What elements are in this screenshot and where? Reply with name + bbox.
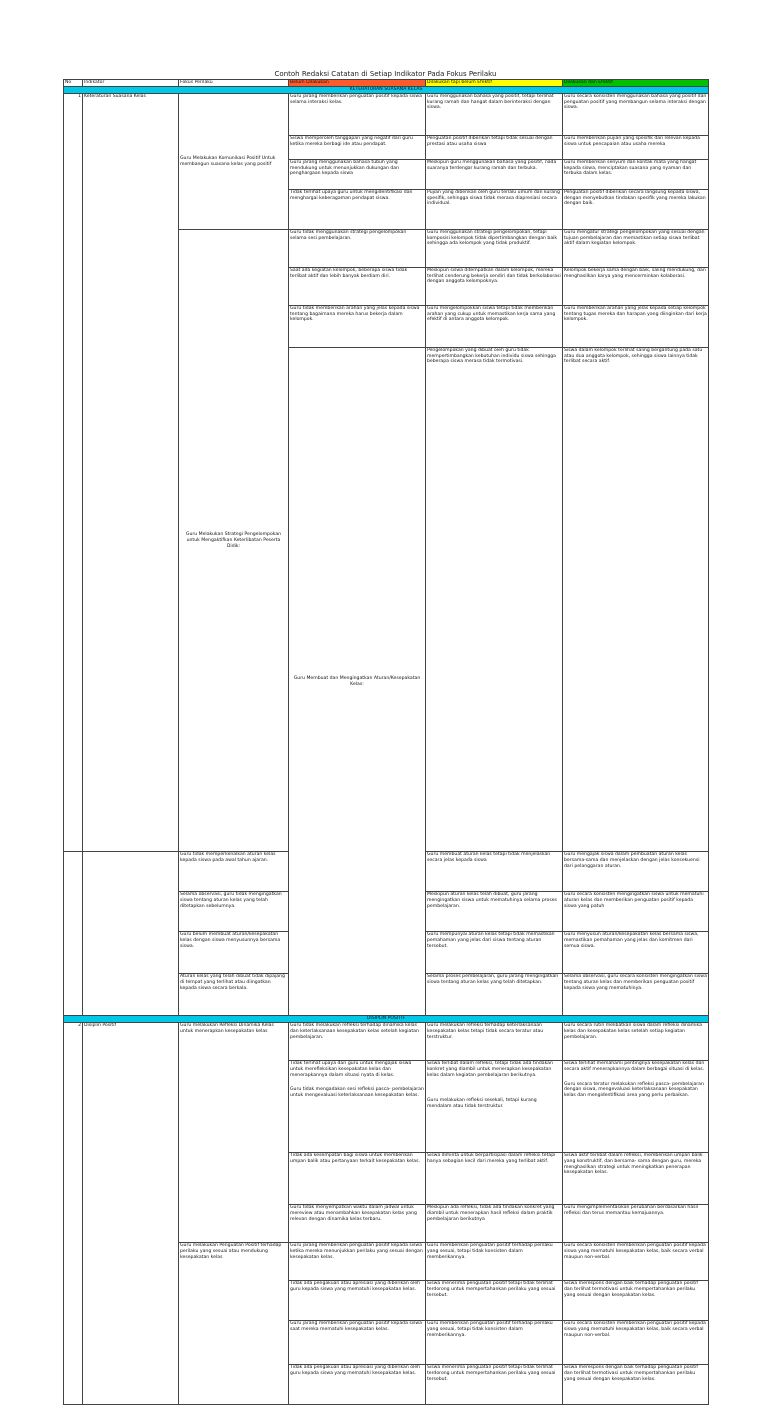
indicator-name: Disiplin Positif <box>83 1023 179 1405</box>
cell-efektif: Siswa merespons dengan baik terhadap penguatan positif dan terlihat termotivasi untuk mempertahankan perilaku yang sesuai dengan kesepakatan kelas. <box>563 1365 709 1405</box>
header-belum: Belum Dilakukan <box>289 80 426 87</box>
cell-tapi: Siswa diminta untuk berpartisipasi dalam refleksi tetapi hanya sebagian kecil dari mereka yang terlibat aktif. <box>426 1153 563 1205</box>
section-row <box>64 87 709 94</box>
cell-belum: Siswa memperoleh tanggapan yang negatif dari guru ketika mereka berbagi ide atau pendapat. <box>289 136 426 160</box>
cell-tapi: Guru mengelompokkan siswa tetapi tidak memberikan arahan yang cukup untuk memastikan kerja sama yang efektif di antara anggota kelompok. <box>426 306 563 348</box>
cell-efektif-part: Siswa terlihat memahami pentingnya kesepakatan kelas dan secara aktif menerapkannya dalam berbagai situasi di kelas. <box>564 1061 705 1073</box>
cell-belum: Tidak terlihat upaya guru untuk mengidentifikasi dan menghargai keberagaman pendapat siswa. <box>289 190 426 230</box>
cell-efektif-part: Guru secara teratur melakukan refleksi pasca- pembelajaran dengan siswa, mengevaluasi keterlaksanaan kesepakatan kelas dan mengidentifikasi area yang perlu perbaikan. <box>564 1081 704 1098</box>
cell-tapi <box>426 1061 563 1153</box>
indicator-no: 1 <box>64 94 83 852</box>
header-no: No <box>64 80 83 87</box>
cell-belum: Guru tidak memperkenalkan aturan kelas kepada siswa pada awal tahun ajaran. <box>179 852 289 892</box>
header-efektif: Dilakukan dan Efektif <box>563 80 709 87</box>
cell-tapi: Guru membuat aturan kelas tetapi tidak menjelaskan secara jelas kepada siswa <box>426 852 563 892</box>
cell-belum: Pengelompokan yang dibuat oleh guru tidak mempertimbangkan kebutuhan individu siswa sehingga beberapa siswa merasa tidak termotivasi. <box>426 348 563 852</box>
cell-efektif: Guru secara konsisten memberikan penguatan positif kepada siswa yang mematuhi kesepakatan kelas, baik secara verbal maupun non-verbal. <box>563 1243 709 1281</box>
cell-efektif: Guru secara konsisten mengingatkan siswa untuk mematuhi aturan kelas dan memberikan penguatan positif kepada siswa yang patuh <box>563 892 709 932</box>
cell-belum <box>289 1061 426 1153</box>
cell-belum: Aturan kelas yang telah dibuat tidak dipajang di tempat yang terlihat atau diingatkan kepada siswa secara berkala. <box>179 974 289 1016</box>
header-tapi: Dilakukan tapi belum Efektif <box>426 80 563 87</box>
cell-efektif: Guru mengajak siswa dalam pembuatan aturan kelas bersama-sama dan menjelaskan dengan jelas konsekuensi dari pelanggaran aturan. <box>563 852 709 892</box>
indicator-no: 2 <box>64 1023 83 1405</box>
section-row <box>64 1016 709 1023</box>
cell-belum: Guru tidak memberikan arahan yang jelas kepada siswa tentang bagaimana mereka harus bekerja dalam kelompok. <box>289 306 426 348</box>
cell-efektif: Guru memberikan pujian yang spesifik dan relevan kepada siswa untuk pencapaian atau usaha mereka <box>563 136 709 160</box>
cell-efektif: Guru secara konsisten memberikan penguatan positif kepada siswa yang mematuhi kesepakatan kelas, baik secara verbal maupun non-verbal. <box>563 1321 709 1365</box>
cell-belum-part: Tidak terlihat upaya dari guru untuk mengajak siswa untuk merefleksikan kesepakatan kelas dan menerapkannya dalam situasi nyata di kelas. <box>290 1061 412 1078</box>
indicator-empty <box>83 852 179 1016</box>
cell-tapi: Meskipun guru menggunakan bahasa yang positif, nada suaranya terdengar kurang ramah dan terbuka. <box>426 160 563 190</box>
document-page <box>63 70 708 1405</box>
cell-tapi: Guru memberikan penguatan positif terhadap perilaku yang sesuai, tetapi tidak konsisten dalam memberikannya. <box>426 1321 563 1365</box>
cell-belum: Guru jarang memberikan penguatan positif kepada siswa saat mereka mematuhi kesepakatan kelas. <box>289 1321 426 1365</box>
cell-efektif: Guru memberikan arahan yang jelas kepada setiap kelompok tentang tugas mereka dan harapan yang diinginkan dari kerja kelompok. <box>563 306 709 348</box>
cell-efektif: Siswa aktif terlibat dalam refleksi, memberikan umpan balik yang konstruktif, dan bersama- sama dengan guru, mereka menghasilkan strategi untuk meningkatkan penerapan kesepakatan kelas. <box>563 1153 709 1205</box>
cell-efektif: Guru mengimplementasikan perubahan berdasarkan hasil refleksi dan terus memantau kemajuannya. <box>563 1205 709 1243</box>
cell-tapi: Guru menggunakan strategi pengelompokan, tetapi komposisi kelompok tidak dipertimbangkan dengan baik sehingga ada kelompok yang tidak produktif. <box>426 230 563 268</box>
focus-cell: Guru Membuat dan Mengingatkan Aturan/Kesepakatan Kelas: <box>289 348 426 1016</box>
cell-tapi: Siswa dalam kelompok terlihat saling bergantung pada satu atau dua anggota kelompok, sehingga siswa lainnya tidak terlibat secara aktif. <box>563 348 709 852</box>
indicator-empty <box>64 852 83 1016</box>
cell-efektif: Guru secara rutin melibatkan siswa dalam refleksi dinamika kelas dan kesepakatan kelas setelah setiap kegiatan pembelajaran. <box>563 1023 709 1061</box>
cell-tapi: Guru melakukan refleksi terhadap keterlaksanaan kesepakatan kelas tetapi tidak secara teratur atau terstruktur. <box>426 1023 563 1061</box>
cell-tapi: Guru menggunakan bahasa yang positif, tetapi terlihat kurang ramah dan hangat dalam berinteraksi dengan siswa. <box>426 94 563 136</box>
cell-tapi: Guru memberikan penguatan positif terhadap perilaku yang sesuai, tetapi tidak konsisten dalam memberikannya. <box>426 1243 563 1281</box>
cell-tapi: Siswa menerima penguatan positif tetapi tidak terlihat terdorong untuk mempertahankan perilaku yang sesuai tersebut. <box>426 1281 563 1321</box>
header-row <box>64 80 709 87</box>
focus-cell: Guru Melakukan Strategi Pengelompokan untuk Mengaktifkan Keterlibatan Peserta Didik: <box>179 230 289 852</box>
indicator-name: Keteraturan Suasana Kelas <box>83 94 179 852</box>
cell-efektif: Guru mengatur strategi pengelompokan yang sesuai dengan tujuan pembelajaran dan memastikan setiap siswa terlibat aktif dalam kegiatan kelompok. <box>563 230 709 268</box>
cell-efektif: Kelompok bekerja sama dengan baik, saling mendukung, dan menghasilkan karya yang mencerminkan kolaborasi. <box>563 268 709 306</box>
cell-tapi: Pujian yang diberikan oleh guru terlalu umum dan kurang spesifik, sehingga siswa tidak merasa diapresiasi secara individual. <box>426 190 563 230</box>
cell-belum: Guru tidak menggunakan strategi pengelompokan selama sesi pembelajaran. <box>289 230 426 268</box>
cell-tapi: Penguatan positif diberikan tetapi tidak sesuai dengan prestasi atau usaha siswa <box>426 136 563 160</box>
cell-efektif: Guru secara konsisten menggunakan bahasa yang positif dan penguatan positif yang membangun selama interaksi dengan siswa. <box>563 94 709 136</box>
cell-tapi-part: Guru melakukan refleksi sesekali, tetapi kurang mendalam atau tidak terstruktur. <box>427 1098 537 1109</box>
cell-tapi: Guru mempunyai aturan kelas tetapi tidak memastikan pemahaman yang jelas dari siswa tentang aturan tersebut. <box>426 932 563 974</box>
cell-belum: Tidak ada pengakuan atau apresiasi yang diberikan oleh guru kepada siswa yang mematuhi kesepakatan kelas. <box>289 1365 426 1405</box>
cell-efektif: Penguatan positif diberikan secara langsung kepada siswa, dengan menyebutkan tindakan spesifik yang mereka lakukan dengan baik. <box>563 190 709 230</box>
cell-efektif: Selama observasi, guru secara konsisten mengingatkan siswa tentang aturan kelas dan memberikan penguatan positif kepada siswa yang mematuhinya. <box>563 974 709 1016</box>
page-title: Contoh Redaksi Catatan di Setiap Indikator Pada Fokus Perilaku <box>274 70 497 78</box>
focus-cell: Guru Melakukan Komunikasi Positif Untuk membangun suasana kelas yang positif <box>179 94 289 230</box>
section-title: KETERATURAN SUASANA KELAS <box>64 87 709 94</box>
cell-belum: Tidak ada pengakuan atau apresiasi yang diberikan oleh guru kepada siswa yang mematuhi kesepakatan kelas. <box>289 1281 426 1321</box>
cell-belum: Selama observasi, guru tidak mengingatkan siswa tentang aturan kelas yang telah ditetapkan sebelumnya. <box>179 892 289 932</box>
cell-belum: Guru tidak melakukan refleksi terhadap dinamika kelas dan keterlaksanaan kesepakatan kelas setelah kegiatan pembelajaran. <box>289 1023 426 1061</box>
cell-belum: Saat ada kegiatan kelompok, beberapa siswa tidak terlibat aktif dan lebih banyak berdiam diri. <box>289 268 426 306</box>
cell-tapi-part: Siswa terlibat dalam refleksi, tetapi tidak ada tindakan konkret yang diambil untuk menerapkan kesepakatan kelas dalam kegiatan pembelajaran berikutnya. <box>427 1061 553 1078</box>
cell-belum: Guru jarang memberikan penguatan positif kepada siswa selama interaksi kelas. <box>289 94 426 136</box>
cell-efektif <box>563 1061 709 1153</box>
cell-efektif: Guru menyusun aturan/kesepakatan kelas bersama siswa, memastikan pemahaman yang jelas dan komitmen dari semua siswa. <box>563 932 709 974</box>
cell-efektif: Siswa merespons dengan baik terhadap penguatan positif dan terlihat termotivasi untuk mempertahankan perilaku yang sesuai dengan kesepakatan kelas. <box>563 1281 709 1321</box>
cell-belum: Guru belum membuat aturan/kesepakatan kelas dengan siswa menyusunnya bersama siswa. <box>179 932 289 974</box>
header-indikator: Indikator <box>83 80 179 87</box>
focus-cell: Guru melakukan Refleksi Dinamika Kelas untuk menerapkan kesepakatan kelas <box>179 1023 289 1243</box>
cell-belum: Guru jarang menggunakan bahasa tubuh yang mendukung untuk menunjukkan dukungan dan penghargaan kepada siswa <box>289 160 426 190</box>
table-row <box>64 94 709 136</box>
header-fokus: Fokus Perilaku <box>179 80 289 87</box>
cell-tapi: Meskipun ada refleksi, tidak ada tindakan konkret yang diambil untuk menerapkan hasil refleksi dalam praktik pembelajaran berikutnya <box>426 1205 563 1243</box>
cell-belum-part: Guru tidak mengadakan sesi refleksi pasca- pembelajaran untuk mengevaluasi keterlaksanaan kesepakatan kelas. <box>290 1087 424 1098</box>
cell-belum: Tidak ada kesempatan bagi siswa untuk memberikan umpan balik atau pertanyaan terkait kesepakatan kelas. <box>289 1153 426 1205</box>
cell-tapi: Selama proses pembelajaran, guru jarang mengingatkan siswa tentang aturan kelas yang telah ditetapkan. <box>426 974 563 1016</box>
table-row <box>64 1023 709 1061</box>
section-title: DISIPLIN POSITIF <box>64 1016 709 1023</box>
cell-efektif: Guru memberikan senyum dan kontak mata yang hangat kepada siswa, menciptakan suasana yang nyaman dan terbuka dalam kelas. <box>563 160 709 190</box>
cell-tapi: Meskipun aturan kelas telah dibuat, guru jarang mengingatkan siswa untuk mematuhinya selama proses pembelajaran. <box>426 892 563 932</box>
behavior-table <box>63 79 709 1405</box>
focus-cell: Guru melakukan Penguatan Positif terhadap perilaku yang sesuai atau mendukung kesepakatan kelas <box>179 1243 289 1405</box>
cell-belum: Guru tidak menyempatkan waktu dalam jadwal untuk mereview atau menambahkan kesepakatan kelas yang relevan dengan dinamika kelas terbaru. <box>289 1205 426 1243</box>
cell-belum: Guru jarang memberikan penguatan positif kepada siswa ketika mereka menunjukkan perilaku yang sesuai dengan kesepakatan kelas. <box>289 1243 426 1281</box>
cell-tapi: Meskipun siswa ditempatkan dalam kelompok, mereka terlihat cenderung bekerja sendiri dan tidak berkolaborasi dengan anggota kelompoknya. <box>426 268 563 306</box>
cell-tapi: Siswa menerima penguatan positif tetapi tidak terlihat terdorong untuk mempertahankan perilaku yang sesuai tersebut. <box>426 1365 563 1405</box>
